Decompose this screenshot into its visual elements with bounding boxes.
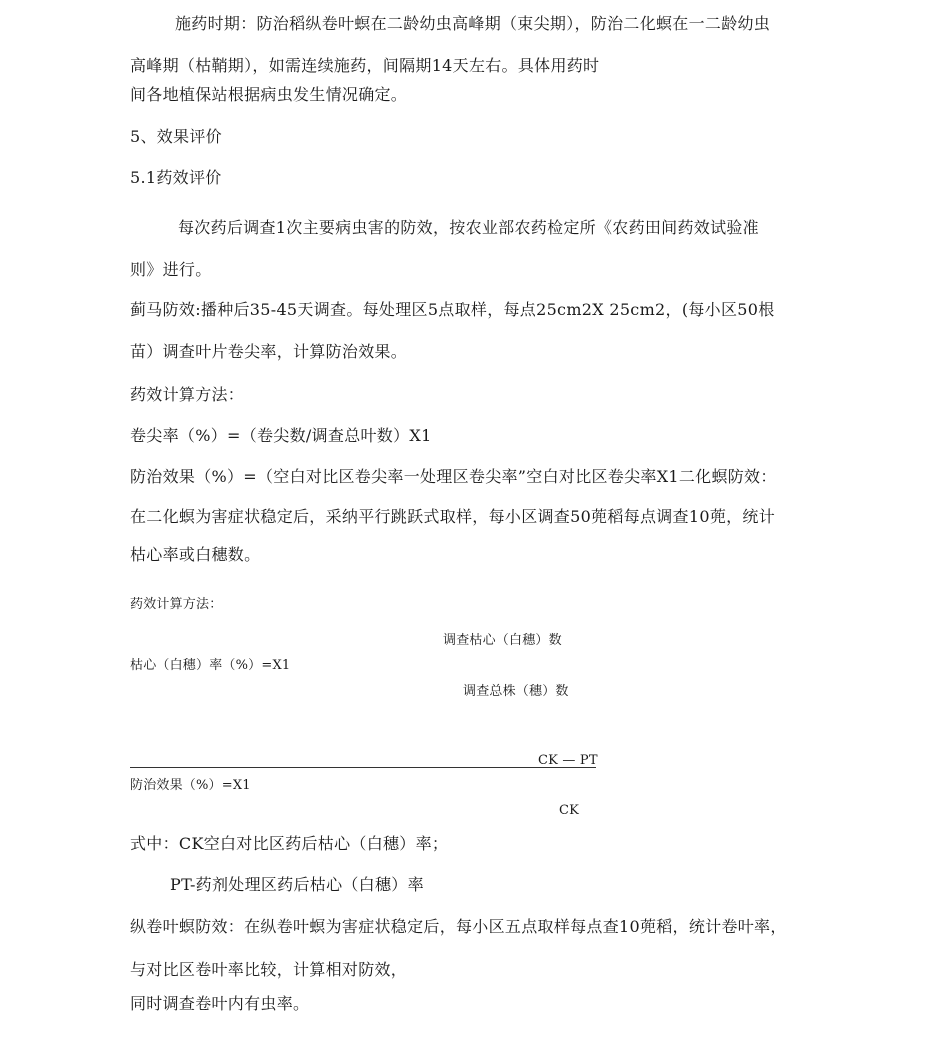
formula-1-numerator: 调查枯心（白穗）数 bbox=[443, 633, 562, 648]
leaf-roller-line-2: 与对比区卷叶率比较，计算相对防效， bbox=[130, 960, 408, 979]
fraction-bar bbox=[130, 767, 596, 768]
control-effect-line-1: 防治效果（%）=（空白对比区卷尖率一处理区卷尖率”空白对比区卷尖率X1二化螟防效： bbox=[130, 467, 777, 486]
formula-1-lhs: 枯心（白穗）率（%）=X1 bbox=[130, 658, 291, 673]
pt-definition: PT-药剂处理区药后枯心（白穗）率 bbox=[170, 875, 424, 894]
thrips-line-2: 苗）调查叶片卷尖率，计算防治效果。 bbox=[130, 342, 408, 361]
ck-definition: 式中：CK空白对比区药后枯心（白穗）率； bbox=[130, 834, 449, 853]
calc-method-heading: 药效计算方法： bbox=[130, 385, 245, 404]
curl-rate-formula: 卷尖率（%）=（卷尖数/调查总叶数）X1 bbox=[130, 426, 432, 445]
evaluation-line-1: 每次药后调查1次主要病虫害的防效，按农业部农药检定所《农药田间药效试验准 bbox=[178, 218, 759, 237]
section-5-heading: 5、效果评价 bbox=[130, 127, 222, 146]
timing-line-1: 施药时期：防治稻纵卷叶螟在二龄幼虫高峰期（束尖期），防治二化螟在一二龄幼虫 bbox=[175, 14, 771, 33]
control-effect-line-2: 在二化螟为害症状稳定后，采纳平行跳跃式取样，每小区调查50蔸稻每点调查10蔸，统计 bbox=[130, 507, 776, 526]
evaluation-line-2: 则》进行。 bbox=[130, 260, 212, 279]
formula-2-numerator: CK — PT bbox=[538, 753, 598, 768]
section-5-1-heading: 5.1药效评价 bbox=[130, 168, 222, 187]
control-effect-line-3: 枯心率或白穗数。 bbox=[130, 545, 261, 564]
formula-1-denominator: 调查总株（穗）数 bbox=[463, 684, 569, 699]
timing-line-3: 间各地植保站根据病虫发生情况确定。 bbox=[130, 85, 408, 104]
calc-method-heading-small: 药效计算方法： bbox=[130, 597, 223, 612]
timing-line-2: 高峰期（枯鞘期），如需连续施药，间隔期14天左右。具体用药时 bbox=[130, 56, 600, 75]
thrips-line-1: 蓟马防效:播种后35-45天调查。每处理区5点取样，每点25cm2X 25cm2，(每小区50根 bbox=[130, 300, 775, 319]
formula-2-lhs: 防治效果（%）=X1 bbox=[130, 778, 251, 793]
leaf-roller-line-3: 同时调查卷叶内有虫率。 bbox=[130, 994, 310, 1013]
leaf-roller-line-1: 纵卷叶螟防效：在纵卷叶螟为害症状稳定后，每小区五点取样每点查10蔸稻，统计卷叶率， bbox=[130, 917, 787, 936]
formula-2-denominator: CK bbox=[559, 803, 580, 818]
